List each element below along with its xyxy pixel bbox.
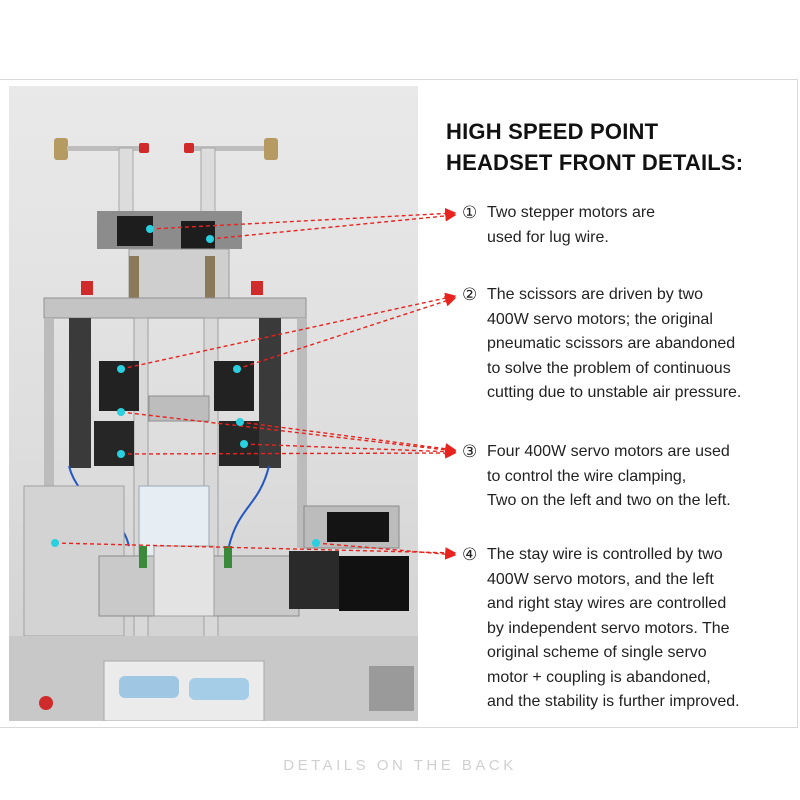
machine-photo: [9, 86, 418, 721]
machine-illustration: [9, 86, 418, 721]
detail-item-1: [462, 201, 787, 250]
item-text-line: 400W servo motors; the original: [487, 310, 713, 328]
spool-right: [264, 138, 278, 160]
control-screen: [327, 512, 389, 542]
item-text-line: and right stay wires are controlled: [487, 595, 727, 612]
stepper-motor-left: [117, 216, 153, 246]
item-text-line: to solve the problem of continuous: [487, 359, 731, 377]
spool-left: [54, 138, 68, 160]
item-text-line: The stay wire is controlled by two: [487, 546, 723, 563]
item-text-line: motor + coupling is abandoned,: [487, 668, 711, 686]
footer-caption: DETAILS ON THE BACK: [283, 757, 517, 774]
item-text-line: Two on the left and two on the left.: [487, 492, 731, 509]
face-mask: [189, 678, 249, 700]
detail-item-3: [462, 440, 787, 514]
item-text-line: by independent servo motors. The: [487, 619, 730, 637]
item-text-line: Two stepper motors are: [487, 204, 656, 221]
scissors-servo-right: [214, 361, 254, 411]
stay-wire-servo-body: [289, 551, 339, 609]
item-text-line: original scheme of single servo: [487, 644, 707, 661]
title-line-1: HIGH SPEED POINT: [446, 119, 659, 144]
item-text-line: used for lug wire.: [487, 228, 609, 246]
item-text-line: The scissors are driven by two: [487, 286, 704, 303]
item-number: ④: [462, 545, 478, 564]
item-text-line: pneumatic scissors are abandoned: [487, 335, 736, 352]
scissors-servo-left: [99, 361, 139, 411]
detail-item-4: [462, 543, 787, 715]
item-text-line: Four 400W servo motors are used: [487, 443, 730, 460]
page-title: [446, 116, 786, 178]
item-text-line: and the stability is further improved.: [487, 693, 740, 710]
item-number: ②: [462, 285, 478, 304]
item-text-line: cutting due to unstable air pressure.: [487, 384, 742, 401]
item-text-line: 400W servo motors, and the left: [487, 570, 714, 588]
item-number: ③: [462, 442, 478, 461]
stay-wire-servo-motor: [339, 556, 409, 611]
item-text-line: to control the wire clamping,: [487, 467, 687, 485]
detail-item-2: [462, 283, 787, 406]
title-line-2: HEADSET FRONT DETAILS:: [446, 150, 744, 175]
stepper-motor-right: [181, 221, 215, 249]
item-number: ①: [462, 203, 478, 222]
face-mask: [119, 676, 179, 698]
